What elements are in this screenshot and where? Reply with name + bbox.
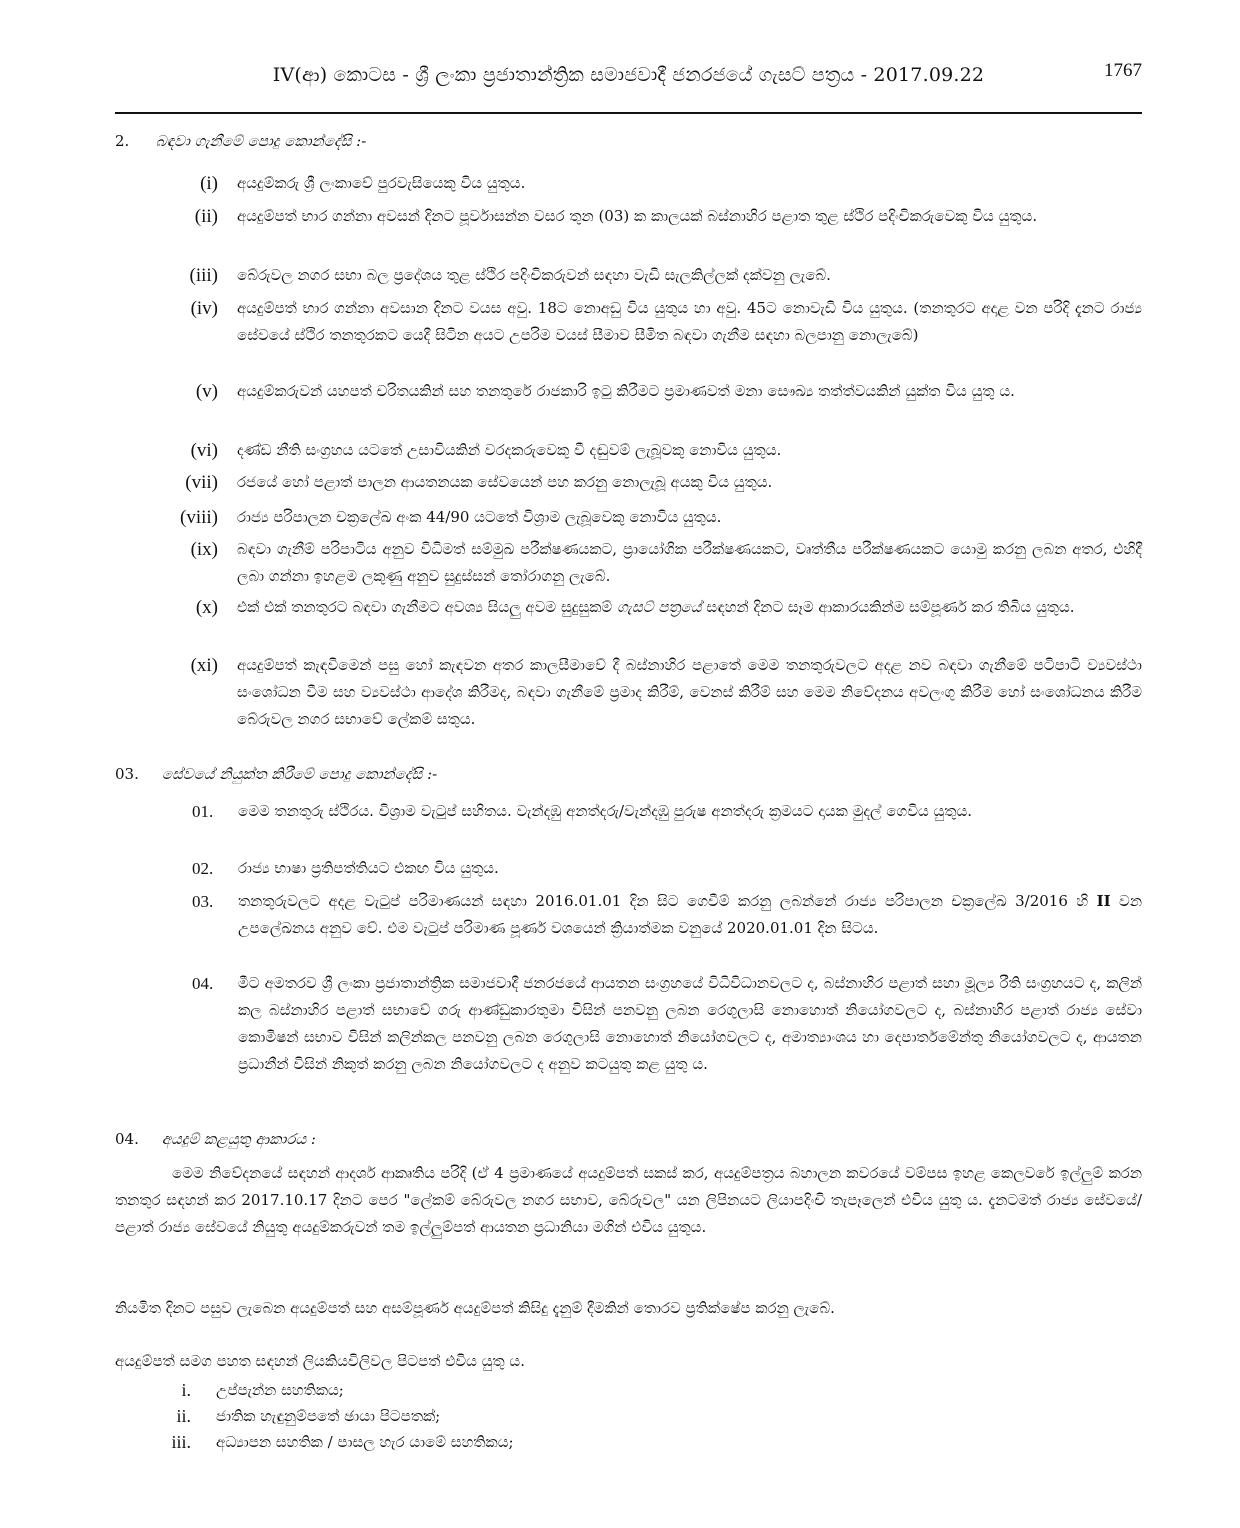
item-text: බඳවා ගැනීම් පරිපාටිය අනුව විධිමත් සම්මුඛ පරීක්ෂණයකට, ප්‍රායෝගික පරීක්ෂණයකට, වෘත්තීය පරීක්ෂණයකට යොමු කරනු ලබන අතර, එහිදී ලබා ගන්නා ඉහළම ලකුණු අනුව සුදුස්සන් තෝරාගනු ලැබේ. (237, 540, 1142, 585)
item-number: (ii) (194, 206, 218, 227)
item-number: i. (181, 1380, 191, 1400)
item-text: අයදුම්කරු ශ්‍රී ලංකාවේ පුරවැසියෙකු විය යුතුය. (237, 174, 526, 192)
item-number: iii. (171, 1432, 191, 1452)
page-number: 1767 (1104, 60, 1142, 81)
item-text-part: වන උපලේඛනය අනුව වේ. එම වැටුප් පරිමාණ පූර්ණ වශයෙන් ක්‍රියාත්මක වනුයේ 2020.01.01 දින සිටය. (238, 892, 1143, 937)
item-number: (xi) (190, 655, 218, 676)
item-text: රාජ්‍ය භාෂා ප්‍රතිපත්තියට එකඟ විය යුතුය. (238, 859, 499, 877)
documents-intro: අයදුම්පත් සමග පහත සඳහන් ලියකියවිලිවල පිටපත් එවිය යුතු ය. (115, 1352, 525, 1370)
section-3-heading (115, 765, 437, 783)
rejection-notice: නියමිත දිනට පසුව ලැබෙන අයදුම්පත් සහ අසම්පූර්ණ අයදුම්පත් කිසිදු දැනුම් දීමකින් තොරව ප්‍රතික්ෂේප කරනු ලැබේ. (115, 1299, 835, 1317)
section-4-heading (115, 1130, 316, 1148)
section-title: බඳවා ගැනීමේ පොදු කොන්දේසි :- (155, 132, 367, 150)
application-instructions: මෙම නිවේදනයේ සඳහන් ආදර්ශ ආකෘතිය පරිදි (ඒ 4 ප්‍රමාණයේ අයදුම්පත් සකස් කර, අයදුම්පත්‍රය බහාලන කවරයේ වම්පස ඉහළ කෙලවරේ ඉල්ලුම් කරන තනතුර සඳහන් කර 2017.10.17 දිනට පෙර "ලේකම් බේරුවල නගර සභාව, බේරුවල" යන ලිපිනයට ලියාපදිංචි තැපෑලෙන් එවිය යුතු ය. දැනටමත් රාජ්‍ය සේවයේ/පළාත් රාජ්‍ය සේවයේ නියුතු අයදුම්කරුවන් තම ඉල්ලුම්පත් ආයතන ප්‍රධානියා මගින් එවිය යුතුය. (115, 1164, 1142, 1236)
item-text: රාජ්‍ය පරිපාලන චක්‍රලේඛ අංක 44/90 යටතේ විශ්‍රාම ලැබූවෙකු නොවිය යුතුය. (237, 508, 722, 526)
item-text-part: තනතුරුවලට අදළ වැටුප් පරිමාණයන් සඳහා 2016.01.01 දින සිට ගෙවීම් කරනු ලබන්නේ රාජ්‍ය පරිපාලන චක්‍රලේඛ 3/2016 හි (238, 892, 1097, 910)
item-text-strong: II (1096, 892, 1111, 910)
item-text: අයදුම්කරුවන් යහපත් චරිතයකින් සහ තනතුරේ රාජකාරි ඉටු කිරීමට ප්‍රමාණවත් මනා සෞඛ්‍ය තත්ත්වයකින් යුක්ත විය යුතු ය. (237, 382, 1015, 400)
item-text: බේරුවල නගර සභා බල ප්‍රදේශය තුළ ස්ථිර පදිංචිකරුවන් සඳහා වැඩි සැලකිල්ලක් දක්වනු ලැබේ. (237, 266, 831, 284)
item-number: 02. (192, 859, 214, 878)
section-title: අයදුම් කළයුතු ආකාරය : (161, 1130, 316, 1148)
item-text (238, 888, 1142, 942)
page-header (115, 60, 1142, 114)
item-text-emphasis: ගැසට් පත්‍රයේ (616, 598, 702, 616)
item-text: රජයේ හෝ පළාත් පාලන ආයතනයක සේවයෙන් පහ කරනු නොලැබූ අයකු විය යුතුය. (237, 473, 773, 491)
item-number: (viii) (180, 507, 218, 528)
section-title: සේවයේ නියුක්ත කිරීමේ පොදු කොන්දේසි :- (161, 765, 438, 783)
section-number: 2. (115, 132, 130, 150)
item-number: (i) (200, 173, 218, 194)
item-number: 04. (192, 974, 214, 993)
item-number: 03. (192, 892, 214, 911)
item-text: අයදුම්පත් භාර ගන්නා අවසාන දිනට වයස අවු. 18ට නොඅඩු විය යුතුය හා අවු. 45ට නොවැඩි විය යුතුය. (තනතුරට අදාළ වන පරිදි දැනට රාජ්‍ය සේවයේ ස්ථිර තනතුරකට යෙදී සිටින අයට උපරිම වයස් සීමාව සීමිත බඳවා ගැනීම සඳහා බලපානු නොලැබේ) (237, 299, 1142, 344)
item-number: ii. (176, 1406, 191, 1426)
item-text: අධ්‍යාපන සහතික / පාසල හැර යාමේ සහතිකය; (216, 1433, 514, 1451)
item-text: මීට අමතරව ශ්‍රී ලංකා ප්‍රජාතාන්ත්‍රික සමාජවාදී ජනරජයේ ආයතන සංග්‍රහයේ විධිවිධානවලට ද, බස්නාහිර පළාත් සහා මූල්‍ය රීති සංග්‍රහයට ද, කලින් කල බස්නාහිර පළාත් සභාවේ ගරු ආණ්ඩුකාරතුමා විසින් පනවනු ලබන රෙගුලාසි නොහොත් නියෝගවලට ද, බස්නාහිර පළාත් රාජ්‍ය සේවා කොමිෂන් සභාව විසින් කලින්කල පනවනු ලබන රෙගුලාසි නොහොත් නියෝගවලට ද, අමාත්‍යාංශය හා දෙපාර්තමේන්තු නියෝගවලට ද, ආයතන ප්‍රධානීන් විසින් නිකුත් කරනු ලබන නියෝගවලට ද අනුව කටයුතු කළ යුතු ය. (238, 974, 1142, 1073)
item-text-part: එක් එක් තනතුරට බඳවා ගැනීමට අවශ්‍ය සියලු අවම සුදුසුකම් (237, 598, 617, 616)
gazette-header-title: IV(ආ) කොටස - ශ්‍රී ලංකා ප්‍රජාතාන්ත්‍රික සමාජවාදී ජනරජයේ ගැසට් පත්‍රය - 2017.09.22 (272, 64, 985, 86)
item-number: (vi) (190, 440, 218, 461)
item-number: (vii) (185, 472, 218, 493)
item-text: මෙම තනතුරු ස්ථිරය. විශ්‍රාම වැටුප් සහිතය. වැන්දඹු අනත්දරු/වැන්දඹු පුරුෂ අනත්දරු ක්‍රමයට දායක මුදල් ගෙවිය යුතුය. (238, 802, 973, 820)
item-number: (v) (195, 381, 218, 402)
item-number: 01. (192, 802, 214, 821)
section-2-heading (115, 132, 366, 150)
item-text: දණ්ඩ නීති සංග්‍රහය යටතේ උසාවියකින් වරදකරුවෙකු වී දඬුවම් ලැබූවකු නොවිය යුතුය. (237, 441, 782, 459)
item-text: උප්පැන්න සහතිකය; (216, 1381, 344, 1399)
item-number: (x) (195, 597, 218, 618)
item-text: අයදුම්පත් කැඳවීමෙන් පසු හෝ කැඳවන අතර කාලසීමාවේ දී බස්නාහිර පළාතේ මෙම තනතුරුවලට අදළ නව බඳවා ගැනීමේ පටිපාටි ව්‍යවස්ථා සංශෝධන වීම සහ ව්‍යවස්ථා ආදේශ කිරීමද, බඳවා ගැනීමේ ප්‍රමාද කිරීම්, වෙනස් කිරීම් සහ මෙම නිවේදනය අවලංගු කිරීම හෝ සංශෝධනය කිරීම බේරුවල නගර සභාවේ ලේකම් සතුය. (237, 656, 1142, 728)
item-text-part: සඳහන් දිනට සෑම ආකාරයකින්ම සම්පූර්ණ කර තිබිය යුතුය. (701, 598, 1075, 616)
item-number: (ix) (190, 539, 218, 560)
item-text: අයදුම්පත් භාර ගන්නා අවසන් දිනට පූර්වාසන්න වසර තුන (03) ක කාලයක් බස්නාහිර පළාත තුළ ස්ථිර පදිංචිකරුවෙකු විය යුතුය. (237, 207, 1038, 225)
item-text (237, 594, 1142, 621)
section-number: 03. (115, 765, 139, 783)
item-text: ජාතික හැඳුනුම්පතේ ඡායා පිටපතක්; (216, 1407, 441, 1425)
item-number: (iii) (189, 265, 218, 286)
item-number: (iv) (190, 298, 218, 319)
section-number: 04. (115, 1130, 139, 1148)
